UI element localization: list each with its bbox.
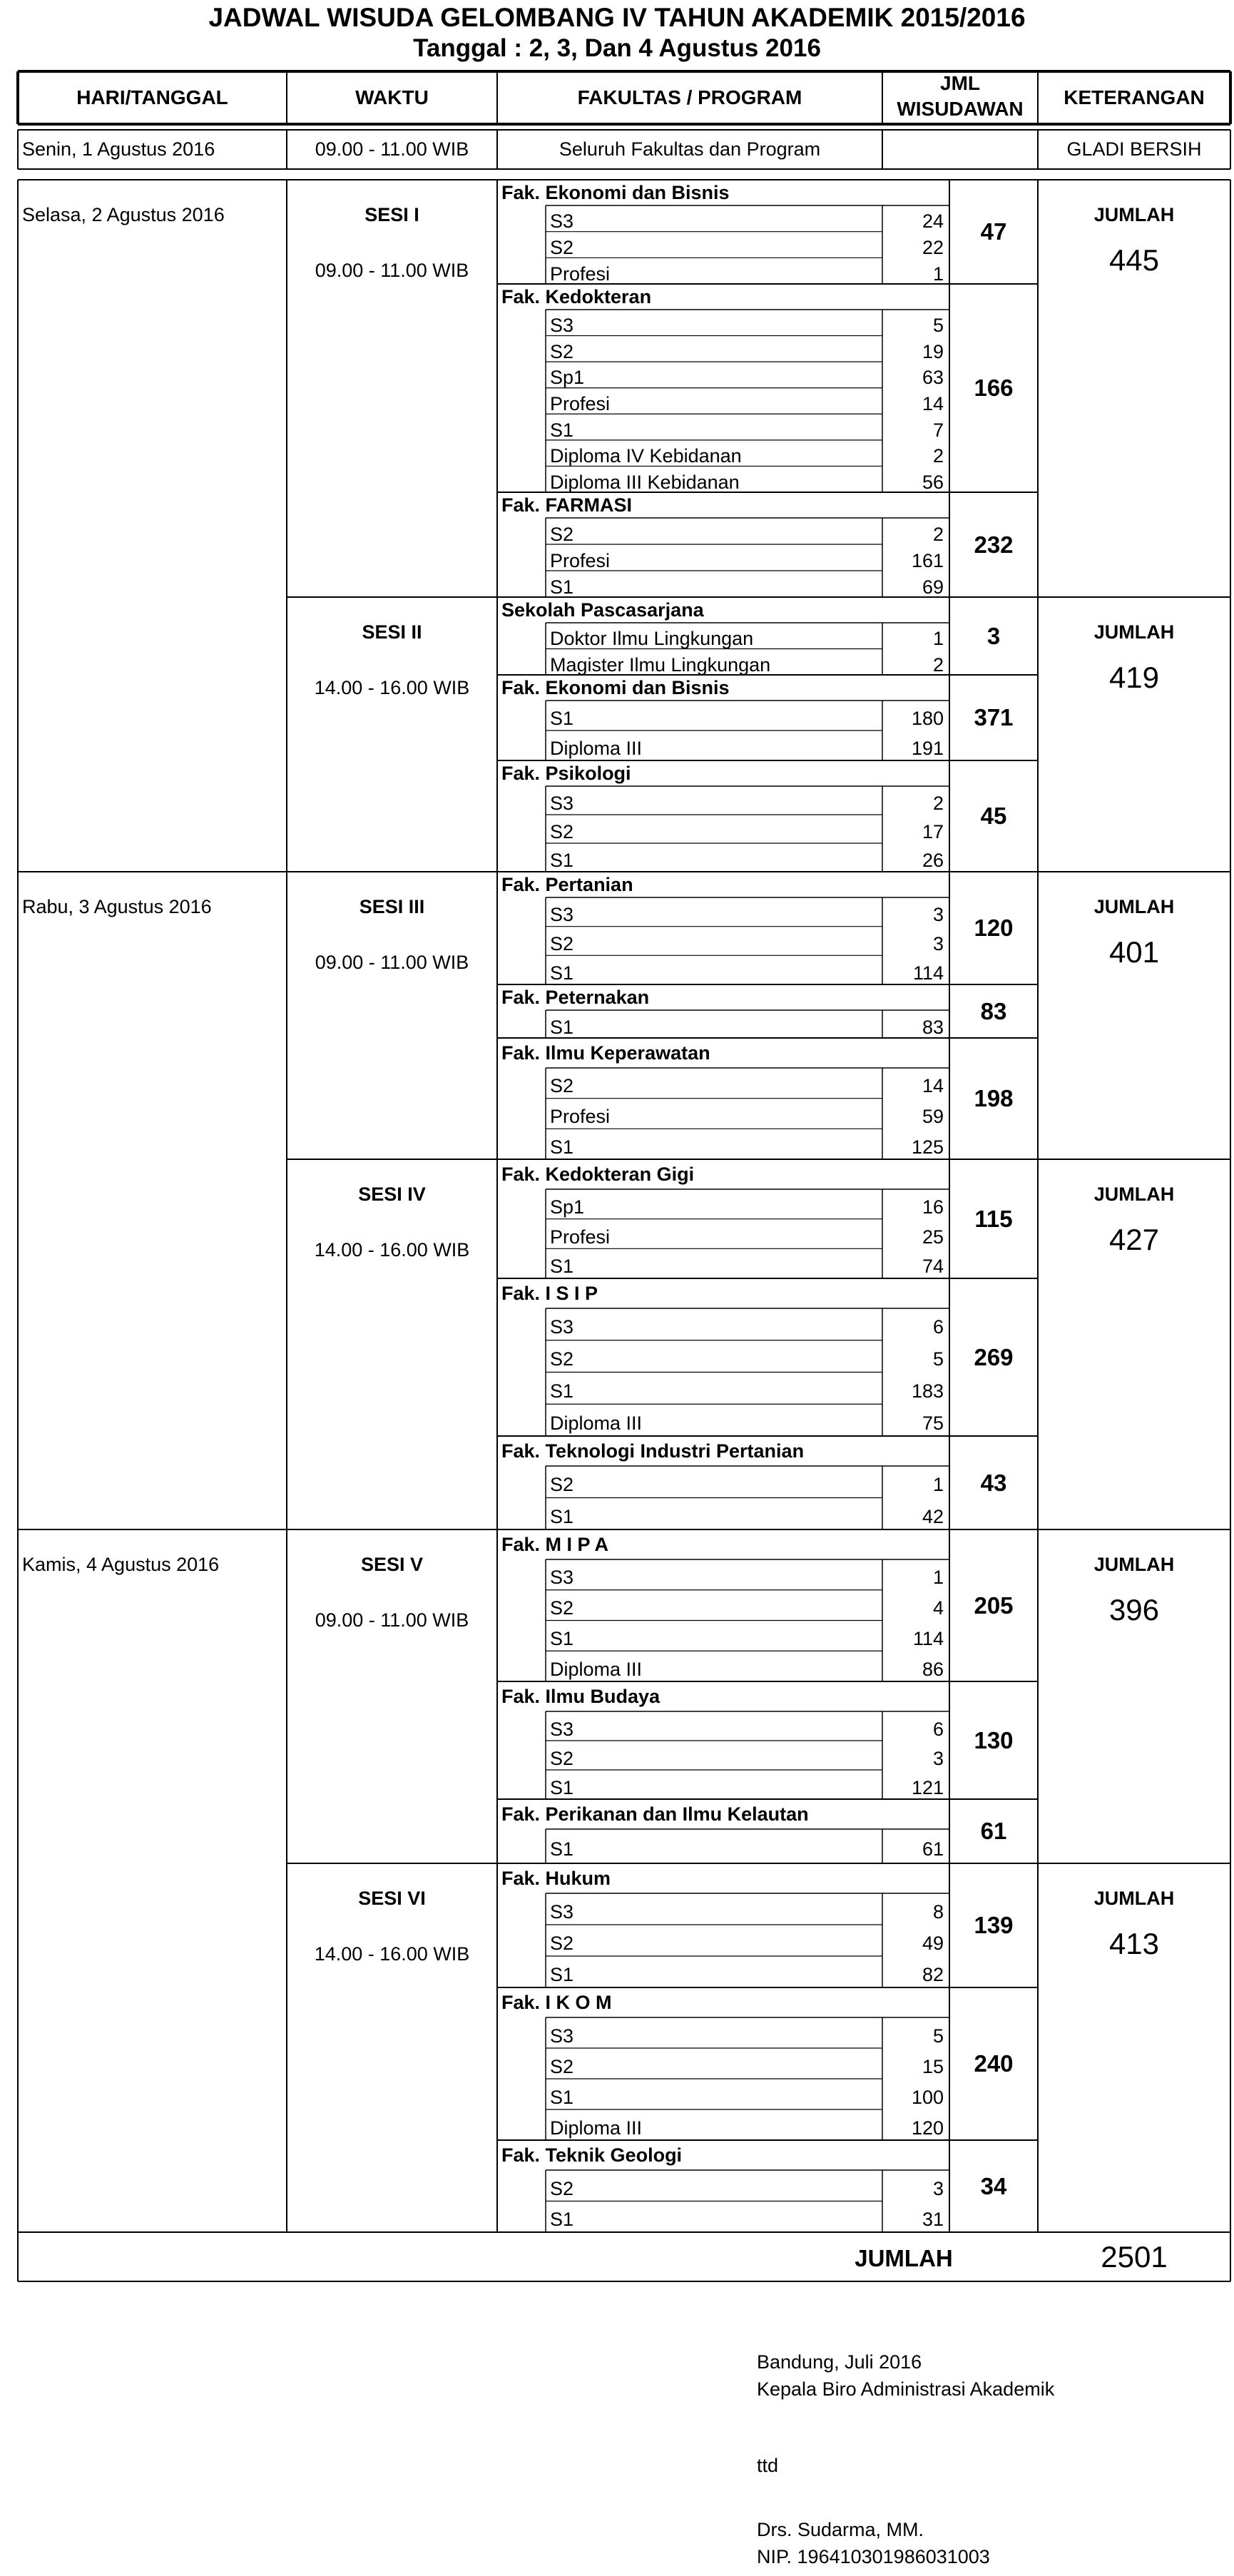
program-count: 63	[922, 367, 944, 389]
program-count: 5	[932, 2025, 944, 2047]
faculty-name: Fak. Ilmu Keperawatan	[501, 1042, 710, 1064]
grand-total-label: JUMLAH	[855, 2245, 953, 2271]
program-name: Diploma III	[550, 738, 643, 759]
rehearsal-note: GLADI BERSIH	[1066, 138, 1202, 160]
faculty-name: Fak. I K O M	[501, 1992, 612, 2013]
program-count: 183	[911, 1380, 944, 1402]
signature-name: Drs. Sudarma, MM.	[757, 2519, 924, 2540]
program-count: 3	[932, 1747, 944, 1769]
program-name: Sp1	[550, 1196, 585, 1218]
faculty-total: 166	[974, 375, 1014, 401]
program-name: S2	[550, 523, 574, 545]
signature-place-date: Bandung, Juli 2016	[757, 2351, 922, 2373]
session-time: 14.00 - 16.00 WIB	[314, 1943, 470, 1965]
rehearsal-day: Senin, 1 Agustus 2016	[22, 138, 215, 160]
program-count: 26	[922, 850, 944, 871]
program-name: S3	[550, 210, 574, 233]
program-name: S1	[550, 1380, 574, 1402]
program-count: 4	[932, 1597, 944, 1619]
faculty-name: Fak. Ekonomi dan Bisnis	[501, 677, 730, 698]
program-name: S2	[550, 2177, 574, 2199]
session-total: 401	[1108, 935, 1160, 969]
faculty-total: 139	[974, 1912, 1014, 1938]
program-name: S2	[550, 821, 574, 842]
program-count: 1	[932, 263, 944, 285]
program-count: 6	[932, 1718, 944, 1740]
program-count: 2	[932, 523, 944, 545]
program-count: 59	[922, 1106, 944, 1127]
session-total: 445	[1108, 243, 1160, 277]
program-count: 56	[922, 471, 944, 493]
program-count: 191	[911, 738, 944, 759]
faculty-name: Fak. Teknologi Industri Pertanian	[501, 1440, 805, 1462]
program-name: S2	[550, 1933, 574, 1954]
session-time: 14.00 - 16.00 WIB	[314, 677, 470, 698]
program-count: 42	[922, 1505, 944, 1527]
session-note-label: JUMLAH	[1093, 1888, 1175, 1909]
program-count: 83	[922, 1016, 944, 1038]
program-name: S2	[550, 1075, 574, 1097]
program-count: 5	[932, 1348, 944, 1370]
faculty-total: 45	[980, 803, 1007, 829]
session-total: 396	[1108, 1593, 1160, 1626]
session-total: 413	[1108, 1927, 1160, 1960]
faculty-total: 3	[986, 623, 1001, 649]
faculty-name: Fak. Hukum	[501, 1868, 611, 1889]
program-name: S2	[550, 1474, 574, 1496]
program-count: 1	[932, 1567, 944, 1589]
program-name: S3	[550, 1901, 574, 1923]
program-name: Magister Ilmu Lingkungan	[550, 653, 771, 676]
faculty-total: 61	[980, 1818, 1007, 1844]
grand-total-value: 2501	[1101, 2240, 1168, 2274]
program-name: S2	[550, 1348, 574, 1370]
session-note-label: JUMLAH	[1093, 896, 1175, 917]
program-count: 3	[932, 2177, 944, 2199]
program-name: S1	[550, 1627, 574, 1649]
faculty-name: Fak. Pertanian	[501, 874, 633, 895]
program-name: S1	[550, 1838, 574, 1860]
program-name: Doktor Ilmu Lingkungan	[550, 628, 754, 650]
program-count: 24	[922, 210, 944, 233]
program-name: Diploma III	[550, 1412, 643, 1434]
session-name: SESI III	[359, 896, 425, 917]
faculty-total: 240	[974, 2050, 1014, 2077]
program-count: 1	[932, 628, 944, 650]
program-count: 121	[911, 1776, 944, 1798]
program-name: S1	[550, 2209, 574, 2231]
program-name: Profesi	[550, 1106, 611, 1127]
program-name: Profesi	[550, 393, 611, 414]
program-count: 2	[932, 445, 944, 467]
program-name: Profesi	[550, 549, 611, 571]
program-count: 3	[932, 933, 944, 954]
program-name: S1	[550, 708, 574, 729]
program-count: 61	[922, 1838, 944, 1860]
program-name: S1	[550, 1256, 574, 1278]
session-name: SESI I	[364, 204, 419, 225]
program-name: S1	[550, 576, 574, 598]
signature-nip: NIP. 196410301986031003	[757, 2546, 990, 2567]
program-count: 49	[922, 1933, 944, 1954]
program-name: S1	[550, 850, 574, 871]
faculty-total: 43	[980, 1470, 1007, 1496]
faculty-name: Fak. Kedokteran Gigi	[501, 1164, 695, 1185]
program-name: S3	[550, 315, 574, 337]
faculty-name: Fak. Psikologi	[501, 763, 631, 784]
program-name: S1	[550, 962, 574, 984]
session-name: SESI VI	[358, 1888, 426, 1909]
header-day: HARI/TANGGAL	[76, 86, 228, 108]
program-count: 75	[922, 1412, 944, 1434]
day-label: Rabu, 3 Agustus 2016	[22, 896, 212, 917]
program-name: S2	[550, 237, 574, 258]
session-time: 09.00 - 11.00 WIB	[315, 260, 469, 281]
faculty-total: 130	[974, 1727, 1014, 1753]
program-name: S1	[550, 1776, 574, 1798]
program-name: S1	[550, 1136, 574, 1158]
program-count: 6	[932, 1316, 944, 1338]
program-count: 82	[922, 1964, 944, 1985]
program-name: Diploma III	[550, 2117, 643, 2139]
session-note-label: JUMLAH	[1093, 1183, 1175, 1205]
program-name: S3	[550, 904, 574, 926]
program-count: 14	[922, 1075, 944, 1097]
program-name: Diploma III	[550, 1658, 643, 1680]
program-name: S2	[550, 2055, 574, 2077]
program-name: S2	[550, 1597, 574, 1619]
program-count: 3	[932, 904, 944, 926]
header-time: WAKTU	[355, 86, 429, 108]
program-name: Profesi	[550, 1226, 611, 1248]
program-name: Diploma IV Kebidanan	[550, 445, 742, 467]
signature-position: Kepala Biro Administrasi Akademik	[757, 2378, 1055, 2400]
program-name: S3	[550, 2025, 574, 2047]
program-count: 114	[912, 1627, 944, 1649]
program-count: 16	[922, 1196, 944, 1218]
program-count: 25	[922, 1226, 944, 1248]
faculty-name: Fak. Teknik Geologi	[501, 2144, 683, 2166]
program-count: 22	[922, 237, 944, 258]
program-count: 15	[922, 2055, 944, 2077]
program-count: 114	[912, 962, 944, 984]
program-name: S3	[550, 793, 574, 814]
faculty-total: 47	[980, 218, 1007, 245]
faculty-name: Fak. Ilmu Budaya	[501, 1686, 661, 1707]
program-name: S3	[550, 1567, 574, 1589]
program-count: 2	[932, 653, 944, 676]
header-note: KETERANGAN	[1064, 86, 1205, 108]
faculty-name: Fak. Ekonomi dan Bisnis	[501, 182, 730, 203]
program-count: 120	[911, 2117, 944, 2139]
header-count-line2: WISUDAWAN	[897, 98, 1024, 120]
session-total: 419	[1108, 661, 1160, 694]
program-name: S2	[550, 340, 574, 362]
program-name: Profesi	[550, 263, 611, 285]
faculty-total: 198	[974, 1085, 1014, 1111]
faculty-name: Fak. FARMASI	[501, 494, 633, 516]
program-count: 69	[922, 576, 944, 598]
program-name: S1	[550, 419, 574, 441]
faculty-total: 232	[974, 531, 1014, 558]
faculty-total: 205	[974, 1592, 1014, 1619]
session-time: 09.00 - 11.00 WIB	[315, 1609, 469, 1631]
program-name: Sp1	[550, 367, 585, 389]
faculty-total: 83	[980, 998, 1007, 1024]
document-subtitle: Tanggal : 2, 3, Dan 4 Agustus 2016	[413, 34, 821, 62]
program-count: 125	[911, 1136, 944, 1158]
faculty-name: Fak. I S I P	[501, 1283, 598, 1304]
program-name: S1	[550, 1505, 574, 1527]
faculty-total: 269	[974, 1344, 1014, 1370]
program-count: 180	[911, 708, 944, 729]
day-label: Selasa, 2 Agustus 2016	[22, 204, 225, 225]
program-count: 86	[922, 1658, 944, 1680]
header-faculty: FAKULTAS / PROGRAM	[577, 86, 802, 108]
faculty-name: Fak. Perikanan dan Ilmu Kelautan	[501, 1803, 809, 1825]
faculty-name: Fak. Kedokteran	[501, 286, 652, 307]
program-count: 14	[922, 393, 944, 414]
rehearsal-time: 09.00 - 11.00 WIB	[315, 138, 469, 160]
program-count: 5	[932, 315, 944, 337]
session-name: SESI IV	[358, 1183, 426, 1205]
session-name: SESI V	[360, 1554, 424, 1575]
program-count: 19	[922, 340, 944, 362]
program-name: S3	[550, 1316, 574, 1338]
faculty-total: 34	[980, 2173, 1007, 2199]
rehearsal-faculty: Seluruh Fakultas dan Program	[559, 138, 821, 160]
program-count: 2	[932, 793, 944, 814]
program-count: 74	[922, 1256, 944, 1278]
session-note-label: JUMLAH	[1093, 621, 1175, 643]
program-count: 8	[932, 1901, 944, 1923]
faculty-name: Fak. M I P A	[501, 1534, 609, 1555]
program-count: 100	[911, 2086, 944, 2108]
program-count: 1	[932, 1474, 944, 1496]
session-total: 427	[1108, 1223, 1160, 1256]
program-count: 161	[911, 549, 944, 571]
faculty-total: 371	[974, 704, 1014, 730]
faculty-name: Fak. Peternakan	[501, 987, 650, 1008]
document-title: JADWAL WISUDA GELOMBANG IV TAHUN AKADEMIK 2015/2016	[208, 3, 1026, 32]
program-count: 31	[922, 2209, 944, 2231]
faculty-name: Sekolah Pascasarjana	[501, 599, 704, 621]
program-name: S1	[550, 1964, 574, 1985]
program-name: Diploma III Kebidanan	[550, 471, 740, 493]
program-count: 7	[932, 419, 944, 441]
program-name: S1	[550, 1016, 574, 1038]
program-name: S1	[550, 2086, 574, 2108]
session-name: SESI II	[362, 621, 422, 643]
program-name: S3	[550, 1718, 574, 1740]
faculty-total: 120	[974, 915, 1014, 941]
session-note-label: JUMLAH	[1093, 1554, 1175, 1575]
day-label: Kamis, 4 Agustus 2016	[22, 1554, 220, 1575]
program-name: S2	[550, 933, 574, 954]
program-count: 17	[922, 821, 944, 842]
program-name: S2	[550, 1747, 574, 1769]
faculty-total: 115	[974, 1206, 1013, 1232]
session-time: 09.00 - 11.00 WIB	[315, 952, 469, 973]
header-count-line1: JML	[940, 72, 980, 94]
signature-ttd: ttd	[757, 2455, 779, 2476]
session-time: 14.00 - 16.00 WIB	[314, 1239, 470, 1261]
session-note-label: JUMLAH	[1093, 204, 1175, 225]
